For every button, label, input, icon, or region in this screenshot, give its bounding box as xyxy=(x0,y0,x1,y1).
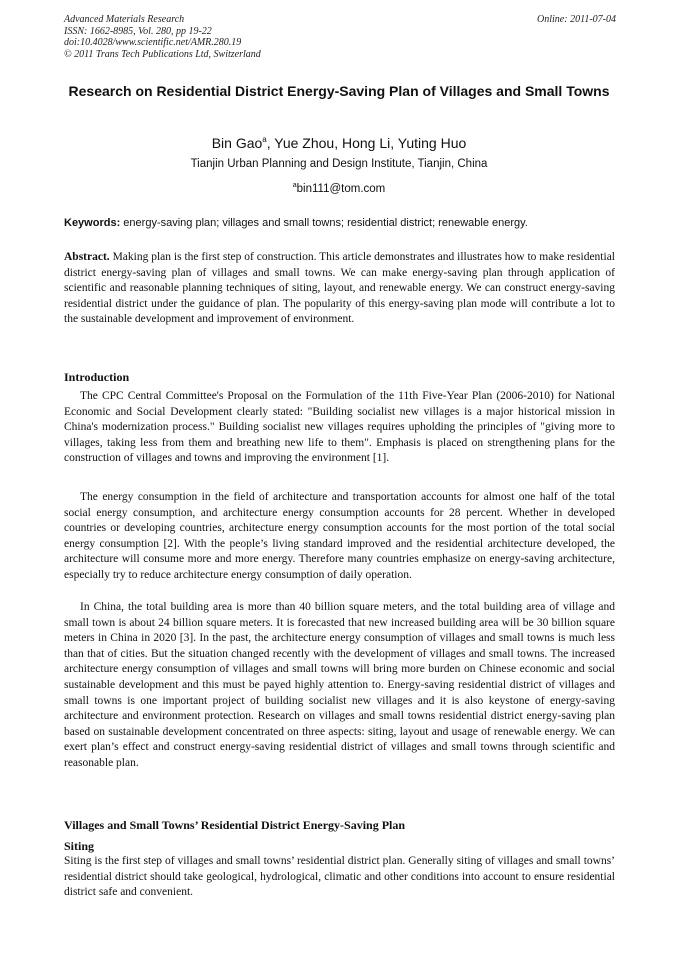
copyright-line: © 2011 Trans Tech Publications Ltd, Switzerland xyxy=(64,48,261,60)
keywords-text: energy-saving plan; villages and small towns; residential district; renewable energy. xyxy=(120,217,528,229)
subsection-heading-siting: Siting xyxy=(64,839,95,853)
introduction-paragraph-1: The CPC Central Committee's Proposal on the Formulation of the 11th Five-Year Plan (2006-2010) for National Economic and Social Development clearly stated: "Building socialist new villages is a major historical mission in China's modernization process." Building socialist new villages requires upholding the principles of "giving more to villages, taking less from them and breathing new life to them". Emphasis is placed on strengthening plans for the construction of villages and towns and improving the environment [1]. xyxy=(64,390,615,465)
introduction-paragraph-2: The energy consumption in the field of architecture and transportation accounts for almost one half of the total social energy consumption, and architecture energy consumption accounts for 28 percent. Whether in developed countries or developing countries, architecture energy consumption accounts for the most portion of the total social energy consumption [2]. With the people’s living standard improved and the residential architecture developed, the architecture will consume more and more energy. Therefore many countries emphasize on energy-saving architecture, especially try to reduce architecture energy consumption of daily operation. xyxy=(64,491,615,581)
abstract-paragraph xyxy=(64,250,615,328)
abstract-label: Abstract. xyxy=(64,251,110,263)
affiliation: Tianjin Urban Planning and Design Institute, Tianjin, China xyxy=(190,158,488,170)
paper-title: Research on Residential District Energy-Saving Plan of Villages and Small Towns xyxy=(68,83,610,99)
keywords-label: Keywords: xyxy=(64,217,121,229)
journal-header xyxy=(64,14,616,60)
author-superscript: a xyxy=(262,135,267,144)
email-superscript: a xyxy=(292,182,297,189)
author-email xyxy=(64,178,614,197)
email-address[interactable]: bin111@tom.com xyxy=(296,183,386,195)
journal-name: Advanced Materials Research xyxy=(64,14,185,25)
doi-line: doi:10.4028/www.scientific.net/AMR.280.19 xyxy=(64,37,242,48)
first-author: Bin Gao xyxy=(211,135,263,151)
siting-paragraph: Siting is the first step of villages and small towns’ residential district plan. Generally siting of villages and small towns’ residential district should take geological, hydrological, climatic and other conditions into account to ensure residential district safe and convenient. xyxy=(64,855,615,899)
introduction-heading: Introduction xyxy=(64,370,130,384)
abstract-text: Making plan is the first step of construction. This article demonstrates and illustrates how to make residential district energy-saving plan of villages and small towns. We can make energy-saving plan through application of scientific and reasonable planning techniques of siting, layout, and renewable energy. We can construct energy-saving residential district under the guidance of plan. The popularity of this energy-saving plan mode will contribute a lot to the sustainable development and improvement of environment. xyxy=(64,251,615,326)
author-list xyxy=(64,131,614,152)
other-authors: , Yue Zhou, Hong Li, Yuting Huo xyxy=(266,135,467,151)
issn-line: ISSN: 1662-8985, Vol. 280, pp 19-22 xyxy=(64,25,212,37)
online-date: Online: 2011-07-04 xyxy=(537,14,616,25)
introduction-paragraph-3: In China, the total building area is more than 40 billion square meters, and the total building area of village and small town is about 24 billion square meters. It is forecasted that new increased building area will be 30 billion square meters in China in 2020 [3]. In the past, the architecture energy consumption of villages and small towns is much less than that of cities. But the situation changed recently with the development of villages and small towns. The increased architecture energy consumption of villages and small towns will bring more burden on Chinese economic and social sustainable development and this must be payed highly attention to. Energy-saving residential district of villages and small towns is one important project of building socialist new villages and it is also keystone of energy-saving architecture and environment protection. Research on villages and small towns residential district energy-saving plan based on sustainable development concentrated on three aspects: siting, layout and usage of renewable energy. We can exert plan’s effect and construct energy-saving residential district of villages and small towns through scientific and reasonable plan. xyxy=(64,601,615,769)
keywords xyxy=(64,216,616,230)
section-heading: Villages and Small Towns’ Residential District Energy-Saving Plan xyxy=(64,818,406,832)
